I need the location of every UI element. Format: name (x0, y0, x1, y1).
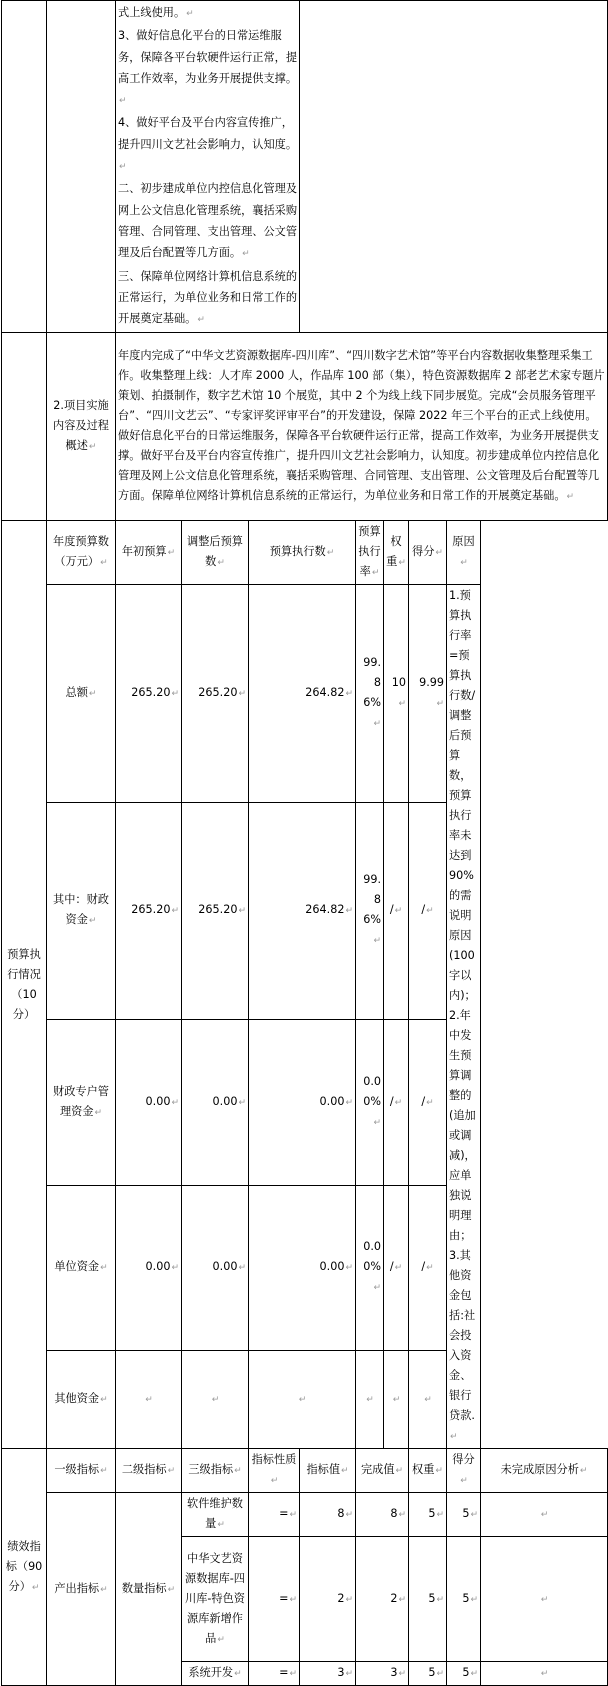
header-nature: 指标性质↵ (249, 1449, 300, 1493)
header-rate: 预算执行率↵ (356, 521, 384, 585)
header-adjusted-budget: 调整后预算数↵ (182, 521, 249, 585)
level2-indicator: 数量指标↵ (116, 1493, 182, 1686)
budget-header-row (2, 521, 608, 585)
header-weight: 权重↵ (384, 521, 409, 585)
performance-table (1, 0, 608, 1686)
budget-row-unit: 单位资金↵ 0.00↵ 0.00↵ 0.00↵ 0.00%↵ /↵ /↵ (2, 1185, 608, 1351)
row-name: 其他资金↵ (47, 1351, 116, 1449)
level3-indicator: 中华文艺资源数据库-四川库-特色资源库新增作品↵ (182, 1537, 249, 1662)
row-name: 单位资金↵ (47, 1185, 116, 1351)
perf-row: 系统开发↵ =↵ 3↵ 3↵ 5↵ 5↵ ↵ (2, 1662, 608, 1686)
header-reason: 原因↵ (447, 521, 481, 585)
header-weight: 权重↵ (409, 1449, 447, 1493)
header-target: 指标值↵ (300, 1449, 356, 1493)
process-text: 年度内完成了“中华文艺资源数据库-四川库”、“四川数字艺术馆”等平台内容数据收集整理采集工作。收集整理上线：人才库 2000 人，作品库 100 部（集），特色资源数据库 2 部老艺术家专题片策划、拍摄制作，数字艺术馆 10 个展览，其中 2 个为线上线下同步展览。完成“会员服务管理平台”、“四川文艺云”、“专家评奖评审平台”的开发建设，保障 2022 年三个平台的正式上线使用。做好信息化平台的日常运维服务，保障各平台软硬件运行正常，提高工作效率，为业务开展提供支撑。做好平台及平台内容宣传推广，提升四川文艺社会影响力，认知度。初步建成单位内控信息化管理及网上公文信息化管理系统，襄括采购管理、合同管理、支出管理、公文管理及后台配置等几方面。保障单位网络计算机信息系统的正常运行，为单位业务和日常工作的开展奠定基础。↵ (116, 333, 608, 521)
perf-row: 产出指标↵ 数量指标↵ 软件维护数量↵ =↵ 8↵ 8↵ 5↵ 5↵ ↵ (2, 1493, 608, 1537)
header-annual-budget: 年度预算数（万元）↵ (47, 521, 116, 585)
header-level1: 一级指标↵ (47, 1449, 116, 1493)
header-score: 得分↵ (447, 1449, 481, 1493)
header-level3: 三级指标↵ (182, 1449, 249, 1493)
row-name: 总额↵ (47, 585, 116, 802)
perf-row: 中华文艺资源数据库-四川库-特色资源库新增作品↵ =↵ 2↵ 2↵ 5↵ 5↵ ↵ (2, 1537, 608, 1662)
row-name: 财政专户管理资金↵ (47, 1020, 116, 1186)
budget-row-special-account: 财政专户管理资金↵ 0.00↵ 0.00↵ 0.00↵ 0.00%↵ /↵ /↵ (2, 1020, 608, 1186)
budget-section-label: 预算执行情况（10分） (2, 521, 47, 1449)
perf-header-row (2, 1449, 608, 1493)
budget-reason-note: 1.预算执行率=预算执行数/调整后预算数，预算执行率未达到90%的需说明原因(100字以内)；2.年中发生预算调整的(追加或调减)，应单独说明理由；3.其他资金包括:社会投入资金、银行贷款.↵ (447, 585, 481, 1449)
budget-row-fiscal: 其中：财政资金↵ 265.20↵ 265.20↵ 264.82↵ 99.86%↵ /↵ /↵ (2, 802, 608, 1019)
header-initial-budget: 年初预算↵ (116, 521, 182, 585)
process-label: 2.项目实施内容及过程概述↵ (47, 333, 116, 521)
header-incomplete-reason: 未完成原因分析↵ (481, 1449, 608, 1493)
header-score: 得分↵ (409, 521, 447, 585)
continuation-text: 式上线使用。↵ 3、做好信息化平台的日常运维服务，保障各平台软硬件运行正常，提高工作效率，为业务开展提供支撑。↵ 4、做好平台及平台内容宣传推广，提升四川文艺社会影响力，认知度。↵ 二、初步建成单位内控信息化管理及网上公文信息化管理系统，襄括采购管理、合同管理、支出管理、公文管理及后台配置等几方面。↵ 三、保障单位网络计算机信息系统的正常运行，为单位业务和日常工作的开展奠定基础。↵ (116, 1, 300, 333)
perf-section-label: 绩效指标（90分）↵ (2, 1449, 47, 1686)
header-executed: 预算执行数↵ (249, 521, 356, 585)
row-name: 其中：财政资金↵ (47, 802, 116, 1019)
continuation-row (2, 1, 608, 333)
header-actual: 完成值↵ (356, 1449, 409, 1493)
level3-indicator: 系统开发↵ (182, 1662, 249, 1686)
process-row (2, 333, 608, 521)
header-level2: 二级指标↵ (116, 1449, 182, 1493)
level3-indicator: 软件维护数量↵ (182, 1493, 249, 1537)
level1-indicator: 产出指标↵ (47, 1493, 116, 1686)
budget-row-other: 其他资金↵ ↵ ↵ ↵ ↵ ↵ ↵ (2, 1351, 608, 1449)
budget-row-total: 总额↵ 265.20↵ 265.20↵ 264.82↵ 99.86%↵ 10↵ 9.99↵ 1.预算执行率=预算执行数/调整后预算数，预算执行率未达到90%的需说明原因(100字以内)；2.年中发生预算调整的(追加或调减)，应单独说明理由；3.其他资金包括:社会投入资金、银行贷款.↵ (2, 585, 608, 802)
